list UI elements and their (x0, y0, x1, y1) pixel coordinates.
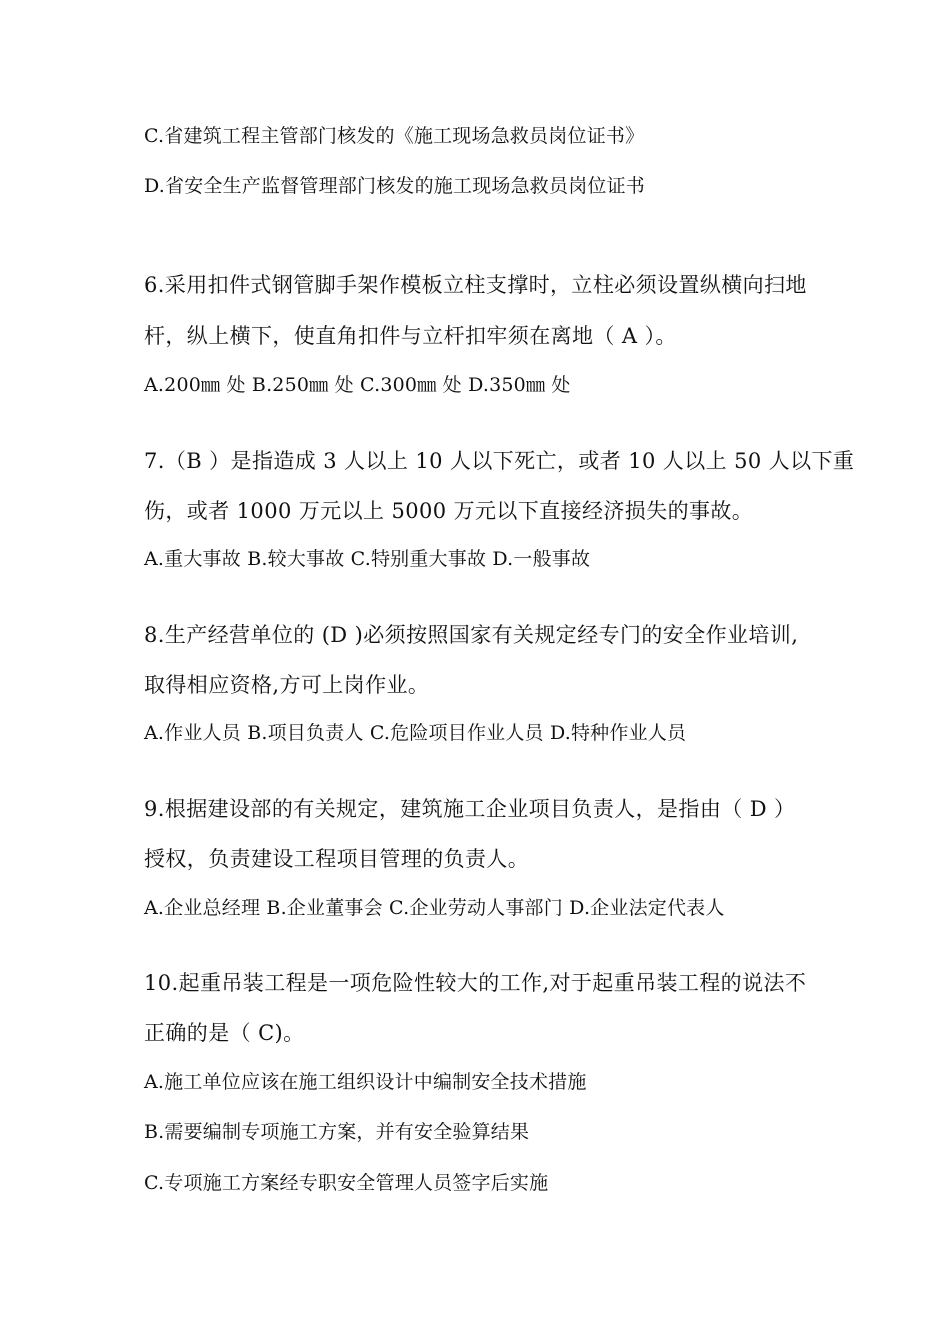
question-10-option-a: A.施工单位应该在施工组织设计中编制安全技术措施 (144, 1071, 587, 1093)
question-9-options: A.企业总经理 B.企业董事会 C.企业劳动人事部门 D.企业法定代表人 (144, 897, 725, 919)
question-7-line-2: 伤，或者 1000 万元以上 5000 万元以下直接经济损失的事故。 (144, 499, 754, 523)
question-10-line-1: 10.起重吊装工程是一项危险性较大的工作,对于起重吊装工程的说法不 (144, 971, 807, 995)
question-7-options: A.重大事故 B.较大事故 C.特别重大事故 D.一般事故 (144, 548, 591, 570)
question-7-line-1: 7.（B ）是指造成 3 人以上 10 人以下死亡，或者 10 人以上 50 人以下重 (144, 449, 855, 473)
question-6-line-1: 6.采用扣件式钢管脚手架作模板立柱支撑时，立柱必须设置纵横向扫地 (144, 273, 807, 297)
question-9-line-2: 授权，负责建设工程项目管理的负责人。 (144, 847, 530, 871)
question-10-option-b: B.需要编制专项施工方案，并有安全验算结果 (144, 1121, 530, 1143)
question-8-options: A.作业人员 B.项目负责人 C.危险项目作业人员 D.特种作业人员 (144, 722, 687, 744)
question-9-line-1: 9.根据建设部的有关规定，建筑施工企业项目负责人，是指由（ D ） (144, 797, 796, 821)
question-8-line-2: 取得相应资格,方可上岗作业。 (144, 673, 430, 697)
question-6-line-2: 杆，纵上横下，使直角扣件与立杆扣牢须在离地（ A ）。 (144, 324, 677, 348)
question-10-option-c: C.专项施工方案经专职安全管理人员签字后实施 (144, 1172, 549, 1194)
option-c-prev: C.省建筑工程主管部门核发的《施工现场急救员岗位证书》 (144, 125, 645, 147)
option-d-prev: D.省安全生产监督管理部门核发的施工现场急救员岗位证书 (144, 175, 645, 197)
question-6-options: A.200㎜ 处 B.250㎜ 处 C.300㎜ 处 D.350㎜ 处 (144, 374, 571, 396)
question-8-line-1: 8.生产经营单位的 (D )必须按照国家有关规定经专门的安全作业培训, (144, 623, 799, 647)
question-10-line-2: 正确的是（ C)。 (144, 1021, 305, 1045)
